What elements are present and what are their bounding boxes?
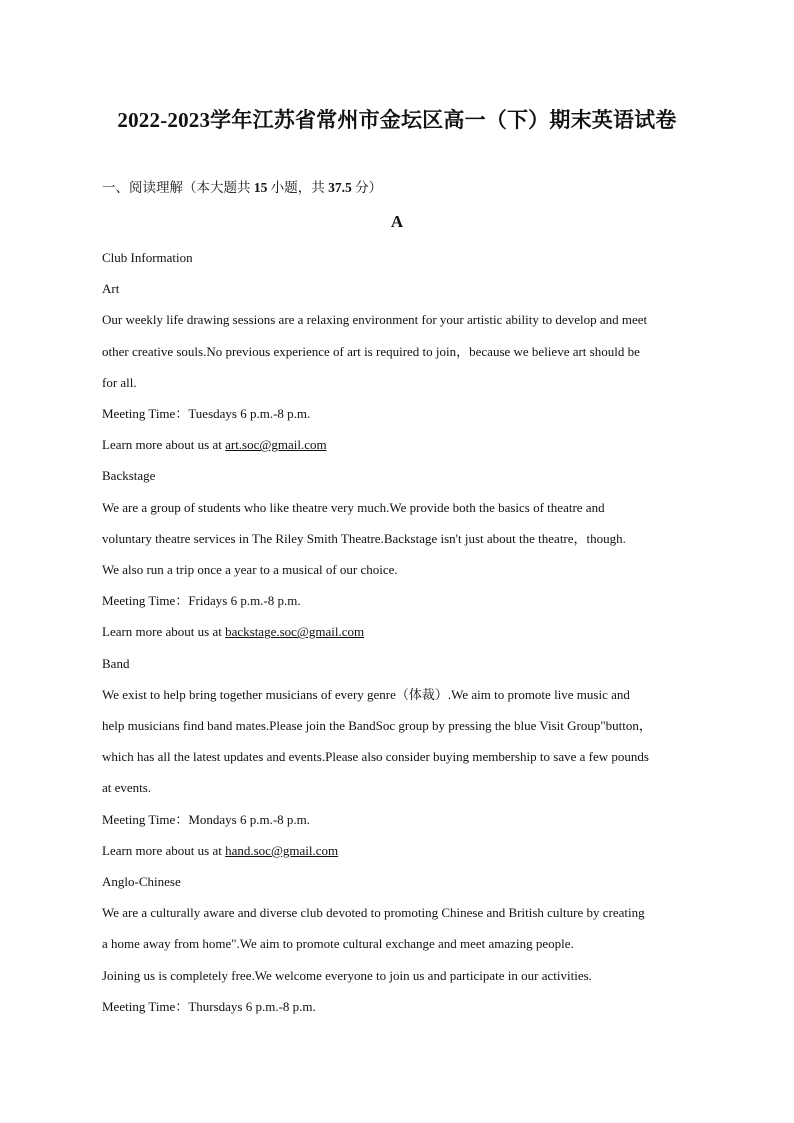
passage-heading: Club Information bbox=[102, 250, 193, 265]
club-desc-line: at events. bbox=[102, 780, 152, 796]
meeting-time-anglo-chinese: Meeting Time：Thursdays 6 p.m.-8 p.m. bbox=[102, 998, 316, 1014]
club-desc-line: Joining us is completely free.We welcome everyone to join us and participate in our activities. bbox=[102, 967, 592, 983]
club-desc-line: We are a culturally aware and diverse club devoted to promoting Chinese and British culture by creating bbox=[102, 905, 645, 921]
club-desc-line: a home away from home".We aim to promote cultural exchange and meet amazing people. bbox=[102, 936, 574, 952]
section-middle: 小题，共 bbox=[267, 180, 329, 195]
club-desc-line: voluntary theatre services in The Riley Smith Theatre.Backstage isn't just about the theatre，though. bbox=[102, 530, 626, 546]
section-suffix: 分） bbox=[351, 180, 383, 195]
club-desc-line: We are a group of students who like theatre very much.We provide both the basics of theatre and bbox=[102, 499, 605, 515]
section-heading bbox=[102, 176, 382, 196]
learn-more-prefix: Learn more about us at bbox=[102, 437, 226, 453]
club-desc-line: help musicians find band mates.Please join the BandSoc group by pressing the blue Visit Group"button， bbox=[102, 718, 652, 734]
learn-more-band bbox=[102, 835, 702, 866]
email-link-backstage[interactable]: backstage.soc@gmail.com bbox=[225, 624, 365, 640]
total-points: 37.5 bbox=[328, 180, 352, 195]
club-desc-line: other creative souls.No previous experience of art is required to join，because we believe art should be bbox=[102, 343, 640, 359]
meeting-time-band: Meeting Time：Mondays 6 p.m.-8 p.m. bbox=[102, 811, 311, 827]
question-count: 15 bbox=[253, 180, 268, 195]
meeting-time-art: Meeting Time：Tuesdays 6 p.m.-8 p.m. bbox=[102, 406, 311, 422]
club-desc-line: We also run a trip once a year to a musical of our choice. bbox=[102, 562, 398, 578]
club-desc-line: which has all the latest updates and events.Please also consider buying membership to save a few pounds bbox=[102, 749, 649, 765]
email-link-art[interactable]: art.soc@gmail.com bbox=[225, 437, 327, 453]
meeting-time-backstage: Meeting Time：Fridays 6 p.m.-8 p.m. bbox=[102, 593, 301, 609]
exam-title: 2022-2023学年江苏省常州市金坛区高一（下）期末英语试卷 bbox=[117, 108, 677, 132]
email-link-band[interactable]: hand.soc@gmail.com bbox=[225, 842, 339, 858]
club-desc-line: Our weekly life drawing sessions are a relaxing environment for your artistic ability to develop and meet bbox=[102, 312, 648, 328]
club-name-backstage: Backstage bbox=[102, 468, 156, 484]
club-name-art: Art bbox=[102, 281, 120, 297]
learn-more-backstage bbox=[102, 616, 702, 647]
learn-more-art bbox=[102, 429, 702, 460]
club-name-anglo-chinese: Anglo-Chinese bbox=[102, 874, 181, 890]
club-desc-line: We exist to help bring together musicians of every genre（体裁）.We aim to promote live music and bbox=[102, 686, 630, 702]
club-name-band: Band bbox=[102, 655, 130, 671]
passage-letter: A bbox=[390, 212, 404, 231]
learn-more-prefix: Learn more about us at bbox=[102, 624, 226, 640]
passage-body bbox=[102, 242, 702, 1022]
club-desc-line: for all. bbox=[102, 374, 137, 390]
learn-more-prefix: Learn more about us at bbox=[102, 842, 226, 858]
section-prefix: 一、阅读理解（本大题共 bbox=[102, 180, 254, 195]
